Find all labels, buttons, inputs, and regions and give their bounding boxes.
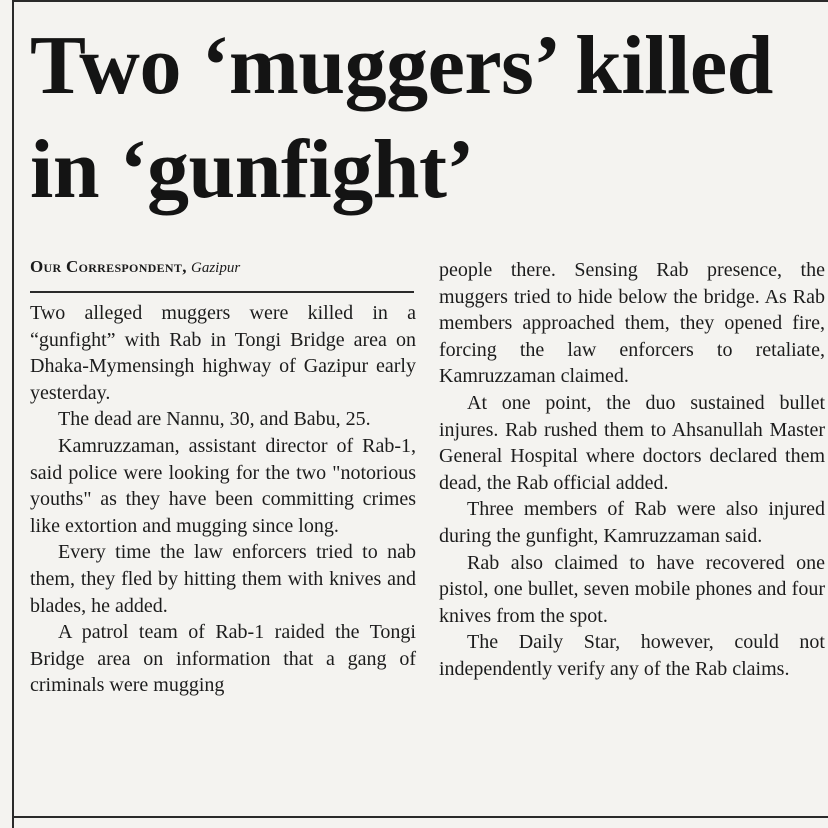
column-border-left [12, 0, 14, 828]
paragraph: The Daily Star, however, could not independently verify any of the Rab claims. [439, 631, 825, 680]
column-border-top [12, 0, 828, 2]
paragraph: At one point, the duo sustained bullet injures. Rab rushed them to Ahsanullah Master General Hospital where doctors declared them dead, the Rab official added. [439, 391, 825, 494]
paragraph: Three members of Rab were also injured during the gunfight, Kamruzzaman said. [439, 498, 825, 547]
column-border-bottom [12, 816, 828, 818]
article-column-right [439, 257, 825, 683]
article-headline [30, 14, 820, 222]
paragraph: people there. Sensing Rab presence, the muggers tried to hide below the bridge. As Rab members approached them, they opened fire, forcing the law enforcers to retaliate, Kamruzzaman claimed. [439, 259, 825, 388]
paragraph: Rab also claimed to have recovered one pistol, one bullet, seven mobile phones and four knives from the spot. [439, 551, 825, 627]
paragraph: The dead are Nannu, 30, and Babu, 25. [58, 408, 371, 431]
headline-line-2: in ‘gunfight’ [30, 123, 474, 216]
article-byline [30, 256, 410, 279]
paragraph: Kamruzzaman, assistant director of Rab-1, said police were looking for the two "notorious youths" as they have been committing crimes like extortion and mugging since long. [30, 434, 416, 537]
byline-location: Gazipur [191, 260, 241, 276]
byline-correspondent: Our Correspondent, [30, 257, 187, 276]
article-column-left [30, 300, 416, 699]
paragraph: A patrol team of Rab-1 raided the Tongi Bridge area on information that a gang of criminals were mugging [30, 621, 416, 697]
headline-line-1: Two ‘muggers’ killed [30, 19, 773, 112]
byline-divider [30, 291, 414, 293]
paragraph: Two alleged muggers were killed in a “gunfight” with Rab in Tongi Bridge area on Dhaka-Mymensingh highway of Gazipur early yesterday. [30, 302, 416, 404]
paragraph: Every time the law enforcers tried to nab them, they fled by hitting them with knives and blades, he added. [30, 541, 416, 617]
